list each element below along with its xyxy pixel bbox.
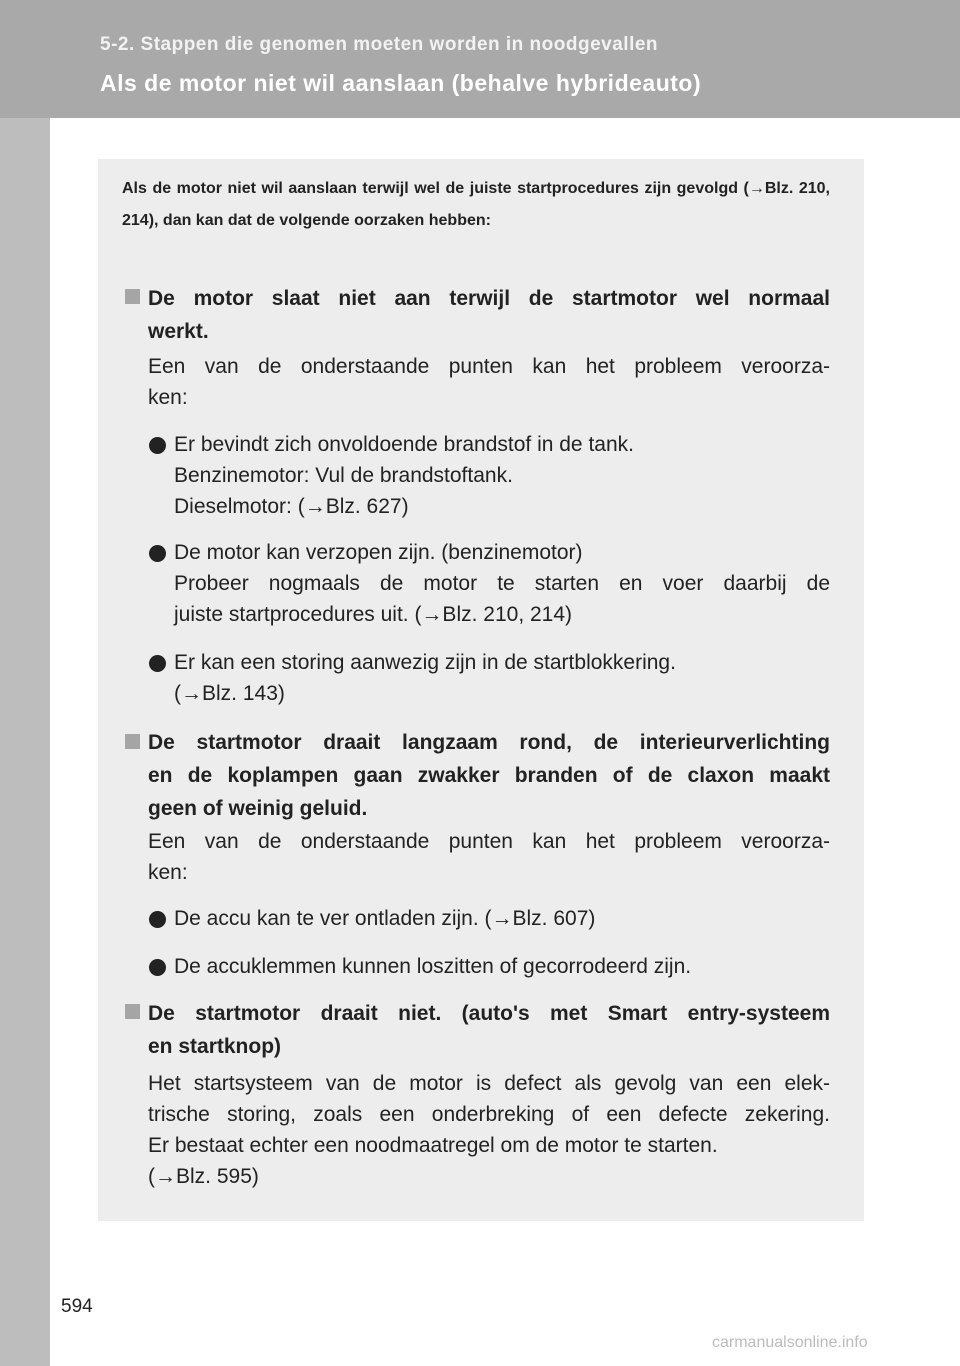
item2-bullet1: De accu kan te ver ontladen zijn. (→Blz. 607)	[174, 907, 596, 930]
item2-heading-line1: De startmotor draait langzaam rond, de interieurverlichting	[148, 731, 830, 754]
item1-bullet1-line2: Benzinemotor: Vul de brandstoftank.	[174, 464, 513, 487]
bullet-dot-icon	[149, 437, 166, 454]
item1-bullet2-line3: juiste startprocedures uit. (→Blz. 210, 214)	[174, 603, 573, 626]
square-bullet-icon	[125, 1004, 140, 1019]
item1-bullet1-line3: Dieselmotor: (→Blz. 627)	[174, 495, 409, 518]
item1-bullet2	[174, 537, 830, 630]
item2-bullet2: De accuklemmen kunnen loszitten of gecorrodeerd zijn.	[174, 955, 692, 978]
item1-lead	[148, 351, 830, 413]
item3-heading-line1: De startmotor draait niet. (auto's met Smart entry-systeem	[148, 1002, 830, 1025]
item1-bullet2-line1: De motor kan verzopen zijn. (benzinemotor)	[174, 541, 583, 564]
item3-heading-line2: en startknop)	[148, 1035, 282, 1058]
item3-body-line4: (→Blz. 595)	[148, 1165, 259, 1188]
watermark: carmanualsonline.info	[712, 1334, 868, 1351]
page-header	[0, 0, 960, 118]
item1-bullet1	[174, 429, 830, 522]
item1-heading-line2: werkt.	[148, 320, 209, 343]
item1-heading-line1: De motor slaat niet aan terwijl de startmotor wel normaal	[148, 287, 830, 310]
square-bullet-icon	[125, 734, 140, 749]
item3-body-line1: Het startsysteem van de motor is defect als gevolg van een elek-	[148, 1072, 830, 1095]
item1-bullet1-line1: Er bevindt zich onvoldoende brandstof in de tank.	[174, 433, 634, 456]
item1-heading	[148, 282, 830, 348]
page-number: 594	[61, 1296, 93, 1317]
item2-heading	[148, 726, 830, 825]
bullet-dot-icon	[149, 911, 166, 928]
content-box	[98, 159, 864, 1221]
item1-bullet2-line2: Probeer nogmaals de motor te starten en voer daarbij de	[174, 572, 830, 595]
item2-heading-line2: en de koplampen gaan zwakker branden of de claxon maakt	[148, 764, 830, 787]
item2-heading-line3: geen of weinig geluid.	[148, 797, 368, 820]
item2-lead-line1: Een van de onderstaande punten kan het probleem veroorza-	[148, 830, 830, 853]
item1-bullet3	[174, 647, 830, 709]
item1-bullet3-line1: Er kan een storing aanwezig zijn in de startblokkering.	[174, 651, 676, 674]
item1-lead-line2: ken:	[148, 386, 188, 409]
intro-text: Als de motor niet wil aanslaan terwijl wel de juiste startprocedures zijn gevolgd (→Blz. 210, 214), dan kan dat de volgende oorzaken hebben:	[122, 180, 830, 229]
square-bullet-icon	[125, 289, 140, 304]
bullet-dot-icon	[149, 655, 166, 672]
bullet-dot-icon	[149, 959, 166, 976]
item1-lead-line1: Een van de onderstaande punten kan het probleem veroorza-	[148, 355, 830, 378]
item3-body-line3: Er bestaat echter een noodmaatregel om de motor te starten.	[148, 1134, 718, 1157]
left-margin-bar	[0, 118, 50, 1366]
bullet-dot-icon	[149, 545, 166, 562]
item2-lead	[148, 826, 830, 888]
item1-bullet3-line2: (→Blz. 143)	[174, 682, 285, 705]
chapter-title: 5-2. Stappen die genomen moeten worden in noodgevallen	[100, 34, 659, 55]
item3-heading	[148, 997, 830, 1063]
section-title: Als de motor niet wil aanslaan (behalve hybrideauto)	[100, 70, 702, 96]
item3-body-line2: trische storing, zoals een onderbreking of een defecte zekering.	[148, 1103, 830, 1126]
item3-body	[148, 1068, 830, 1192]
item2-lead-line2: ken:	[148, 861, 188, 884]
